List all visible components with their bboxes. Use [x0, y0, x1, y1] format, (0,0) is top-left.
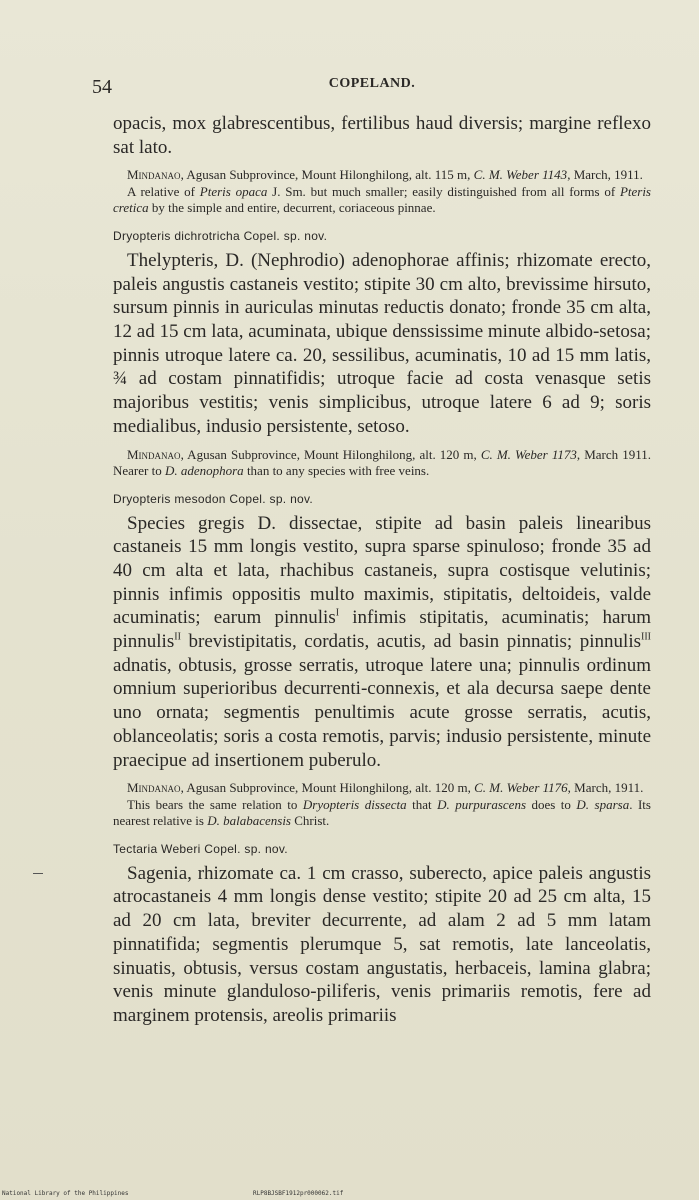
running-head: COPELAND. — [328, 76, 416, 91]
taxon-note: A relative of Pteris opaca J. Sm. but much smaller; easily distinguished from all forms of Pteris cretica by the simple and entire, decurrent, coriaceous pinnae. — [113, 183, 651, 216]
specimen-citation: Mindanao, Agusan Subprovince, Mount Hilonghilong, alt. 120 m, C. M. Weber 1173, March 1911. Nearer to D. adenophora than to any species with free veins. — [113, 446, 651, 479]
footer-filename: RLP8BJSBF1912pr000062.tif — [253, 1190, 344, 1197]
species-heading: Dryopteris mesodon Copel. sp. nov. — [113, 491, 314, 506]
species-description: Species gregis D. dissectae, stipite ad basin paleis linearibus castaneis 15 mm longis vestito, supra sparse spinuloso; fronde 35 ad 40 cm alta et lata, rhachibus castaneis, supra costisque velutinis; pinnis infimis oppositis multo maximis, stipitatis, deltoideis, valde acuminatis; earum pinnulis$^I$ infimis stipitatis, acuminatis; harum pinnulis$^{II}$ brevistipitatis, cordatis, acutis, ad basin pinnatis; pinnulis$^{III}$ adnatis, obtusis, grosse serratis, utroque latere una; pinnulis ordinum omnium superioribus decurrenti-connexis, et ala decursa saepe dente uno ornata; segmentis penultimis acute grosse serratis, acutis, oblanceolatis; soris a costa remotis, parvis; indusio persistente, minute praecipue ad insertionem puberulo. — [113, 512, 652, 771]
specimen-citation: Mindanao, Agusan Subprovince, Mount Hilonghilong, alt. 115 m, C. M. Weber 1143, March, 1911. — [127, 167, 643, 183]
species-heading: Tectaria Weberi Copel. sp. nov. — [113, 841, 288, 856]
taxon-note: This bears the same relation to Dryopteris dissecta that D. purpurascens does to D. sparsa. Its nearest relative is D. balabacensis Christ. — [113, 796, 651, 829]
footer-source: National Library of the Philippines — [2, 1190, 129, 1197]
margin-mark — [33, 873, 43, 874]
page-header — [92, 76, 652, 104]
scan-footer — [0, 1190, 699, 1200]
page-body — [113, 112, 651, 1028]
species-description: Thelypteris, D. (Nephrodio) adenophorae affinis; rhizomate erecto, paleis angustis castaneis vestito; stipite 30 cm alto, brevissime hirsuto, sursum pinnis in auriculas minutas reductis donato; fronde 35 cm alta, 12 ad 15 cm lata, acuminata, ubique denssissime minute albido-setosa; pinnis utroque latere ca. 20, sessilibus, acuminatis, 10 ad 15 mm latis, ¾ ad costam pinnatifidis; utroque facie ad costa venasque setis majoribus vestitis; venis simplicibus, utroque latere 6 ad 9; soris medialibus, indusio persistente, setoso. — [113, 249, 651, 437]
species-heading: Dryopteris dichrotricha Copel. sp. nov. — [113, 228, 328, 243]
intro-text: opacis, mox glabrescentibus, fertilibus haud diversis; margine reflexo sat lato. — [113, 113, 651, 158]
species-description: Sagenia, rhizomate ca. 1 cm crasso, suberecto, apice paleis angustis atrocastaneis 4 mm longis dense vestito; stipite 20 ad 25 cm alta, 15 ad 20 cm lata, breviter decurrente, ad alam 2 ad 5 mm latam pinnatifida; segmentis plerumque 5, sat remotis, late lanceolatis, sinuatis, obtusis, versus costam angustatis, herbaceis, lamina glabra; venis minute glanduloso-piliferis, venis primariis remotis, fere ad marginem protensis, areolis primariis — [113, 862, 651, 1026]
page-number: 54 — [92, 76, 112, 98]
specimen-citation: Mindanao, Agusan Subprovince, Mount Hilonghilong, alt. 120 m, C. M. Weber 1176, March, 1911. — [127, 780, 644, 796]
